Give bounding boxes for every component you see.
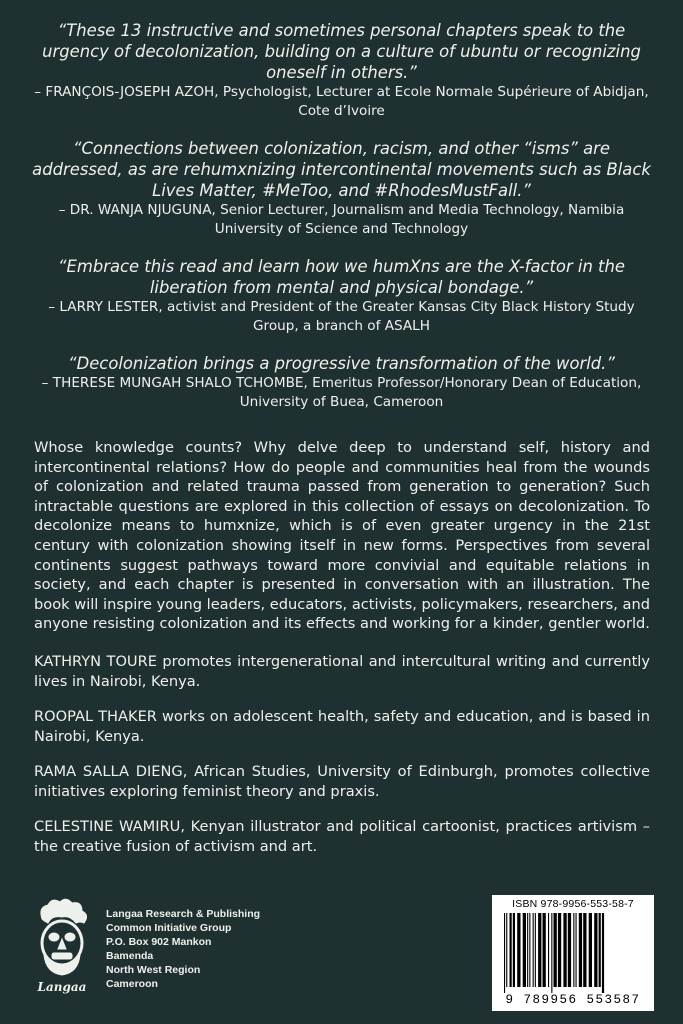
publisher-line: Langaa Research & Publishing — [106, 908, 261, 920]
barcode-bar — [599, 913, 601, 987]
book-description: Whose knowledge counts? Why delve deep to understand self, history and intercontinental relations? How do people and communities heal from the wounds of colonization and related trauma passed from generation to generation? Such intractable questions are explored in this collection of essays on decolonization. To decolonize means to humxnize, which is of even greater urgency in the 21st century with colonization showing itself in new forms. Perspectives from several continents suggest pathways toward more convivial and equitable relations in society, and each chapter is presented in conversation with an illustration. The book will inspire young leaders, educators, activists, policymakers, researchers, and anyone resisting colonization and its effects and working for a kinder, gentler world. — [34, 439, 650, 633]
author-bio: ROOPAL THAKER works on adolescent health, safety and education, and is based in Nairobi, Kenya. — [34, 708, 650, 745]
barcode-digits: 9 789956 553587 — [505, 993, 641, 1007]
barcode-bar — [506, 913, 507, 987]
barcode-bar — [504, 913, 505, 993]
barcode-bar — [589, 913, 592, 987]
barcode-bar — [573, 913, 574, 987]
barcode-bar — [529, 913, 530, 987]
barcode-bar — [558, 913, 561, 987]
publisher-address — [106, 907, 260, 991]
back-cover-footer — [0, 885, 683, 1024]
barcode-bar — [517, 913, 520, 987]
barcode-bar — [602, 913, 604, 993]
barcode-bar — [527, 913, 528, 987]
barcode-bar — [568, 913, 571, 987]
barcode-bar — [583, 913, 586, 987]
barcode-bar — [576, 913, 577, 987]
barcode-bar — [551, 913, 552, 993]
author-bio: KATHRYN TOURE promotes intergenerational and intercultural writing and currently lives in Nairobi, Kenya. — [34, 653, 650, 690]
barcode-bar — [543, 913, 546, 987]
endorsement-quote: “Connections between colonization, racism, and other “isms” are addressed, as are rehumxnizing intercontinental movements such as Black Lives Matter, #MeToo, and #RhodesMustFall.” — [32, 139, 651, 200]
publisher-line: P.O. Box 902 Mankon — [106, 936, 212, 948]
barcode-bar — [594, 913, 597, 987]
barcode-bar — [579, 913, 582, 987]
barcode-bar — [523, 913, 526, 987]
barcode-bar — [554, 913, 557, 987]
publisher-line: Bamenda — [106, 950, 154, 962]
barcode-bar — [548, 913, 549, 987]
endorsements-section — [30, 20, 653, 429]
logo-text: Langaa — [37, 980, 87, 994]
endorsement — [30, 20, 653, 121]
endorsement — [30, 353, 653, 412]
endorsement-quote: “Decolonization brings a progressive transformation of the world.” — [68, 354, 615, 373]
barcode-bar — [513, 913, 515, 987]
publisher-line: North West Region — [106, 964, 201, 976]
endorsement-quote: “These 13 instructive and sometimes personal chapters speak to the urgency of decolonization, building on a culture of ubuntu or recognizing oneself in others.” — [42, 21, 641, 82]
endorsement-quote: “Embrace this read and learn how we humXns are the X-factor in the liberation from mental and physical bondage.” — [58, 257, 625, 297]
barcode-bars — [498, 913, 648, 993]
endorsement — [30, 138, 653, 239]
publisher-line: Cameroon — [106, 978, 158, 990]
author-bio: RAMA SALLA DIENG, African Studies, University of Edinburgh, promotes collective initiatives exploring feminist theory and praxis. — [34, 763, 650, 800]
isbn-label: ISBN 978-9956-553-58-7 — [512, 898, 634, 910]
barcode-bar — [563, 913, 566, 987]
barcode-bar — [538, 913, 541, 987]
endorsement-attribution: – FRANÇOIS-JOSEPH AZOH, Psychologist, Lecturer at Ecole Normale Supérieure of Abidjan, Cote d’Ivoire — [34, 84, 649, 119]
barcode-bar — [510, 913, 512, 987]
endorsement-attribution: – DR. WANJA NJUGUNA, Senior Lecturer, Journalism and Media Technology, Namibia University of Science and Technology — [58, 202, 625, 237]
endorsement — [30, 256, 653, 336]
author-bio: CELESTINE WAMIRU, Kenyan illustrator and political cartoonist, practices artivism – the creative fusion of activism and art. — [34, 818, 650, 855]
barcode-bar — [533, 913, 534, 987]
publisher-line: Common Initiative Group — [106, 922, 232, 934]
barcode-bar — [535, 913, 536, 987]
endorsement-attribution: – THERESE MUNGAH SHALO TCHOMBE, Emeritus Professor/Honorary Dean of Education, University of Buea, Cameroon — [41, 375, 642, 410]
isbn-barcode — [492, 895, 654, 1011]
langaa-mask-logo-icon — [30, 897, 94, 997]
endorsement-attribution: – LARRY LESTER, activist and President of the Greater Kansas City Black History Study Group, a branch of ASALH — [48, 299, 635, 334]
